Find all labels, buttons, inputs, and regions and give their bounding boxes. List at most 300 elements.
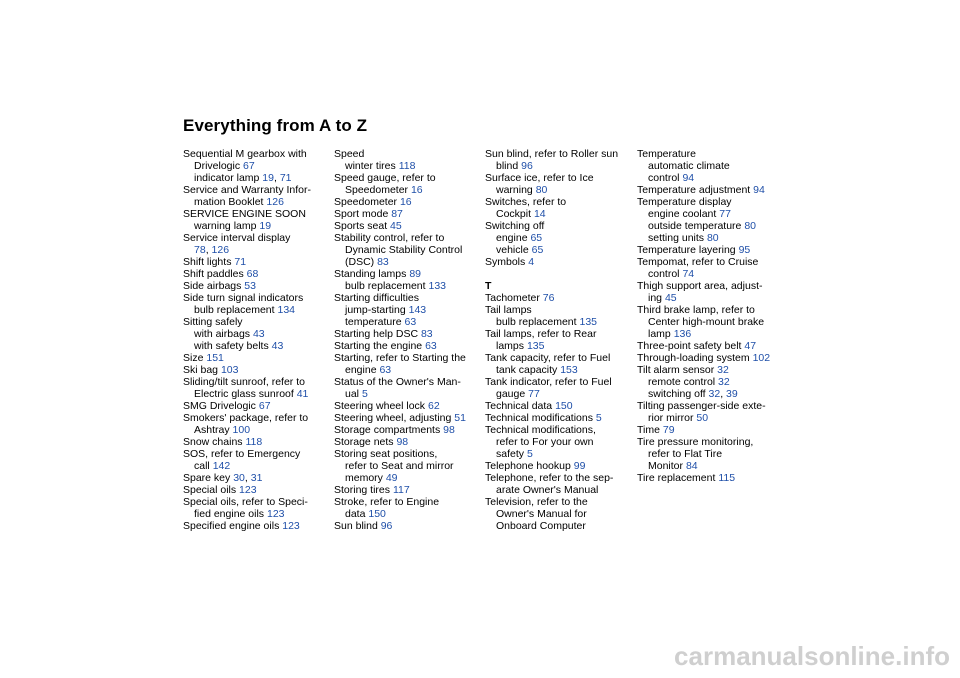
entry-label: Side airbags xyxy=(183,280,242,292)
index-entry xyxy=(637,424,787,436)
page-link[interactable]: 49 xyxy=(385,472,398,484)
page-link[interactable]: 43 xyxy=(271,340,284,352)
entry-label: call xyxy=(194,460,210,472)
index-entry xyxy=(637,364,787,376)
index-entry xyxy=(183,520,333,532)
entry-label: data xyxy=(345,508,366,520)
entry-label: Television, refer to the xyxy=(485,496,588,508)
index-subentry xyxy=(334,184,484,196)
index-entry xyxy=(183,280,333,292)
entry-label: Speed gauge, refer to xyxy=(334,172,436,184)
page-link[interactable]: 39 xyxy=(726,388,738,400)
index-subentry xyxy=(334,280,484,292)
index-subentry xyxy=(485,520,635,532)
entry-label: Specified engine oils xyxy=(183,520,280,532)
index-entry xyxy=(334,400,484,412)
index-subentry xyxy=(334,316,484,328)
entry-label: lamp xyxy=(648,328,671,340)
entry-label: vehicle xyxy=(496,244,529,256)
entry-label: bulb replacement xyxy=(194,304,275,316)
entry-label: Technical data xyxy=(485,400,553,412)
entry-label: Through-loading system xyxy=(637,352,750,364)
page-link[interactable]: 32 xyxy=(718,376,730,388)
entry-label: Speedometer xyxy=(345,184,409,196)
page-link[interactable]: 126 xyxy=(266,196,284,208)
page-link[interactable]: 67 xyxy=(243,160,255,172)
page-title: Everything from A to Z xyxy=(183,116,368,135)
index-entry xyxy=(485,400,635,412)
index-entry xyxy=(485,292,635,304)
entry-label: gauge xyxy=(496,388,526,400)
entry-label: Tank indicator, refer to Fuel xyxy=(485,376,612,388)
index-subentry xyxy=(485,208,635,220)
page-link[interactable]: 47 xyxy=(744,340,757,352)
entry-label: Third brake lamp, refer to xyxy=(637,304,755,316)
index-subentry xyxy=(637,292,787,304)
index-entry xyxy=(334,424,484,436)
entry-label: Switching off xyxy=(485,220,545,232)
entry-label: setting units xyxy=(648,232,705,244)
index-subentry xyxy=(637,160,787,172)
entry-label: blind xyxy=(496,160,519,172)
index-subentry xyxy=(637,460,787,472)
page-link[interactable]: 134 xyxy=(277,304,296,316)
index-subentry xyxy=(485,340,635,352)
entry-label: control xyxy=(648,268,680,280)
page-link[interactable]: 4 xyxy=(528,256,535,268)
entry-label: Temperature layering xyxy=(637,244,736,256)
entry-label: memory xyxy=(345,472,383,484)
page-link[interactable]: 32 xyxy=(717,364,729,376)
page-link[interactable]: 63 xyxy=(425,340,437,352)
entry-label: Time xyxy=(637,424,660,436)
page-link[interactable]: 135 xyxy=(526,340,545,352)
entry-label: with airbags xyxy=(194,328,251,340)
page-link[interactable]: 43 xyxy=(252,328,265,340)
index-entry xyxy=(637,184,787,196)
page-link[interactable]: 123 xyxy=(239,484,257,496)
index-entry xyxy=(334,520,484,532)
entry-label: Storing seat positions, xyxy=(334,448,438,460)
index-subentry xyxy=(485,484,635,496)
page-link[interactable]: 143 xyxy=(408,304,427,316)
index-entry xyxy=(183,184,333,196)
entry-label: control xyxy=(648,172,680,184)
entry-label: outside temperature xyxy=(648,220,742,232)
index-entry xyxy=(637,256,787,268)
index-entry xyxy=(637,400,787,412)
index-entry xyxy=(183,148,333,160)
page-link[interactable]: 135 xyxy=(579,316,598,328)
index-entry xyxy=(183,352,333,364)
index-column-4 xyxy=(637,148,787,484)
index-subentry xyxy=(334,508,484,520)
page-link[interactable]: 32 xyxy=(708,388,721,400)
index-entry xyxy=(334,376,484,388)
entry-label: Technical modifications, xyxy=(485,424,596,436)
entry-label: Status of the Owner's Man- xyxy=(334,376,461,388)
entry-label: Sun blind, refer to Roller sun xyxy=(485,148,619,160)
section-letter xyxy=(485,280,635,292)
index-subentry xyxy=(485,436,635,448)
index-subentry xyxy=(637,448,787,460)
index-subentry xyxy=(485,244,635,256)
index-entry xyxy=(637,472,787,484)
index-entry xyxy=(334,328,484,340)
page-link[interactable]: 5 xyxy=(361,388,368,400)
index-entry xyxy=(485,256,635,268)
page-link[interactable]: 41 xyxy=(296,388,309,400)
entry-label: SERVICE ENGINE SOON xyxy=(183,208,306,220)
entry-label: refer to Flat Tire xyxy=(648,448,723,460)
entry-label: Cockpit xyxy=(496,208,532,220)
entry-label: Temperature adjustment xyxy=(637,184,751,196)
page-link[interactable]: 45 xyxy=(390,220,402,232)
entry-label: Tire pressure monitoring, xyxy=(637,436,754,448)
page-link[interactable]: 94 xyxy=(753,184,765,196)
entry-label: warning xyxy=(496,184,533,196)
entry-label: Shift lights xyxy=(183,256,232,268)
page-link[interactable]: 150 xyxy=(368,508,386,520)
index-subentry xyxy=(183,508,333,520)
entry-label: Special oils, refer to Speci- xyxy=(183,496,308,508)
page-link[interactable]: 14 xyxy=(533,208,546,220)
entry-label: Side turn signal indicators xyxy=(183,292,304,304)
index-subentry xyxy=(334,388,484,400)
index-entry xyxy=(183,208,333,220)
index-subentry xyxy=(485,160,635,172)
index-subentry xyxy=(183,304,333,316)
page-link[interactable]: 117 xyxy=(392,484,410,496)
entry-label: remote control xyxy=(648,376,716,388)
page-link[interactable]: 142 xyxy=(212,460,231,472)
entry-label: Steering wheel lock xyxy=(334,400,426,412)
entry-label: arate Owner's Manual xyxy=(496,484,599,496)
index-entry xyxy=(485,304,635,316)
entry-label: with safety belts xyxy=(194,340,269,352)
index-entry xyxy=(334,232,484,244)
page-link[interactable]: 63 xyxy=(404,316,417,328)
entry-label: fied engine oils xyxy=(194,508,265,520)
index-entry xyxy=(334,268,484,280)
index-entry xyxy=(334,340,484,352)
page-link[interactable]: 123 xyxy=(282,520,300,532)
entry-label: Thigh support area, adjust- xyxy=(637,280,763,292)
index-entry xyxy=(183,268,333,280)
entry-label: winter tires xyxy=(345,160,396,172)
index-subentry xyxy=(183,328,333,340)
index-entry xyxy=(334,148,484,160)
page-link[interactable]: 80 xyxy=(706,232,719,244)
page-link[interactable]: 89 xyxy=(409,268,421,280)
index-subentry xyxy=(485,508,635,520)
index-entry xyxy=(485,148,635,160)
entry-label: Symbols xyxy=(485,256,526,268)
entry-label: Ashtray xyxy=(194,424,230,436)
index-entry xyxy=(637,196,787,208)
page-link[interactable]: 83 xyxy=(377,256,389,268)
page-link[interactable]: 65 xyxy=(531,244,544,256)
page-link[interactable]: 80 xyxy=(744,220,756,232)
index-subentry xyxy=(637,208,787,220)
watermark: carmanualsonline.info xyxy=(674,641,950,671)
index-entry xyxy=(334,448,484,460)
index-entry xyxy=(334,292,484,304)
entry-label: Tachometer xyxy=(485,292,540,304)
index-column-1 xyxy=(183,148,333,532)
page-link[interactable]: 5 xyxy=(595,412,602,424)
index-subentry xyxy=(637,376,787,388)
entry-label: automatic climate xyxy=(648,160,730,172)
page-link[interactable]: 84 xyxy=(685,460,698,472)
index-entry xyxy=(334,172,484,184)
entry-label: Sliding/tilt sunroof, refer to xyxy=(183,376,305,388)
index-entry xyxy=(637,244,787,256)
page-link[interactable]: 80 xyxy=(535,184,548,196)
index-subentry xyxy=(334,244,484,256)
entry-label: Storage compartments xyxy=(334,424,441,436)
entry-label: Sequential M gearbox with xyxy=(183,148,307,160)
entry-label: SOS, refer to Emergency xyxy=(183,448,301,460)
entry-label: warning lamp xyxy=(194,220,257,232)
index-entry xyxy=(637,304,787,316)
page-link[interactable]: 115 xyxy=(718,472,736,484)
page-link[interactable]: 74 xyxy=(682,268,695,280)
page-link[interactable]: 77 xyxy=(719,208,731,220)
index-entry xyxy=(485,472,635,484)
entry-label: jump-starting xyxy=(345,304,406,316)
page-link[interactable]: 87 xyxy=(391,208,403,220)
index-subentry xyxy=(334,460,484,472)
page-link[interactable]: 96 xyxy=(521,160,533,172)
entry-label: Size xyxy=(183,352,204,364)
page-link[interactable]: 16 xyxy=(399,196,412,208)
entry-label: Tire replacement xyxy=(637,472,716,484)
index-subentry xyxy=(334,160,484,172)
entry-label: Sitting safely xyxy=(183,316,243,328)
entry-label: Sports seat xyxy=(334,220,388,232)
page-link[interactable]: 79 xyxy=(662,424,675,436)
entry-label: Dynamic Stability Control xyxy=(345,244,463,256)
entry-label: Center high-mount brake xyxy=(648,316,765,328)
index-subentry xyxy=(637,220,787,232)
index-entry xyxy=(485,196,635,208)
index-entry xyxy=(485,220,635,232)
page-link[interactable]: 65 xyxy=(530,232,543,244)
entry-label: Standing lamps xyxy=(334,268,407,280)
index-subentry xyxy=(637,328,787,340)
entry-label: Tank capacity, refer to Fuel xyxy=(485,352,611,364)
page-link[interactable]: 118 xyxy=(398,160,416,172)
page-link[interactable]: 19 xyxy=(259,220,272,232)
index-subentry xyxy=(334,304,484,316)
index-entry xyxy=(183,400,333,412)
index-subentry xyxy=(637,172,787,184)
index-subentry xyxy=(334,256,484,268)
page-link[interactable]: 153 xyxy=(560,364,578,376)
index-entry xyxy=(485,352,635,364)
index-entry xyxy=(183,496,333,508)
entry-label: Service and Warranty Infor- xyxy=(183,184,311,196)
index-entry xyxy=(334,412,484,424)
page-link[interactable]: 71 xyxy=(234,256,247,268)
index-entry xyxy=(183,436,333,448)
index-entry xyxy=(183,292,333,304)
page-link[interactable]: 77 xyxy=(528,388,540,400)
page-link[interactable]: 45 xyxy=(664,292,677,304)
entry-label: indicator lamp xyxy=(194,172,260,184)
index-subentry xyxy=(485,184,635,196)
entry-label: Tail lamps, refer to Rear xyxy=(485,328,597,340)
page-link[interactable]: 99 xyxy=(573,460,586,472)
index-column-2 xyxy=(334,148,484,532)
page-link[interactable]: 63 xyxy=(379,364,392,376)
entry-label: tank capacity xyxy=(496,364,558,376)
page-link[interactable]: 16 xyxy=(410,184,423,196)
entry-label: engine xyxy=(345,364,377,376)
entry-label: Owner's Manual for xyxy=(496,508,587,520)
entry-label: ual xyxy=(345,388,360,400)
page-link[interactable]: 53 xyxy=(244,280,256,292)
entry-label: refer to Seat and mirror xyxy=(345,460,454,472)
page-link[interactable]: 50 xyxy=(696,412,709,424)
page-link[interactable]: 103 xyxy=(220,364,239,376)
index-subentry xyxy=(637,232,787,244)
index-entry xyxy=(183,376,333,388)
entry-label: safety xyxy=(496,448,525,460)
entry-label: SMG Drivelogic xyxy=(183,400,256,412)
entry-label: Starting the engine xyxy=(334,340,423,352)
entry-label: Storing tires xyxy=(334,484,391,496)
index-entry xyxy=(334,436,484,448)
index-subentry: switching off 32, 39 xyxy=(648,388,738,400)
index-entry xyxy=(485,424,635,436)
index-subentry: indicator lamp 19, 71 xyxy=(194,172,292,184)
page-link[interactable]: 151 xyxy=(206,352,224,364)
index-subentry xyxy=(334,364,484,376)
page-link[interactable]: 31 xyxy=(250,472,263,484)
page-link[interactable]: 136 xyxy=(673,328,692,340)
page-link[interactable]: 5 xyxy=(526,448,533,460)
index-entry xyxy=(334,220,484,232)
page-link[interactable]: 68 xyxy=(246,268,259,280)
entry-label: bulb replacement xyxy=(345,280,426,292)
page-link[interactable]: 83 xyxy=(420,328,433,340)
entry-label: Speed xyxy=(334,148,365,160)
entry-label: Telephone hookup xyxy=(485,460,571,472)
entry-label: Switches, refer to xyxy=(485,196,567,208)
index-entry xyxy=(485,172,635,184)
page-link[interactable]: 76 xyxy=(542,292,555,304)
entry-label: Tempomat, refer to Cruise xyxy=(637,256,759,268)
entry-label: Special oils xyxy=(183,484,237,496)
entry-label: refer to For your own xyxy=(496,436,594,448)
page-link[interactable]: 126 xyxy=(211,244,230,256)
entry-label: Tilt alarm sensor xyxy=(637,364,715,376)
entry-label: Speedometer xyxy=(334,196,398,208)
entry-label: engine xyxy=(496,232,528,244)
page-link[interactable]: 71 xyxy=(279,172,292,184)
page-link[interactable]: 102 xyxy=(752,352,771,364)
page-link[interactable]: 67 xyxy=(258,400,271,412)
entry-label: temperature xyxy=(345,316,402,328)
entry-label: Onboard Computer xyxy=(496,520,586,532)
page-link[interactable]: 19 xyxy=(262,172,274,184)
index-subentry xyxy=(485,388,635,400)
index-subentry xyxy=(485,316,635,328)
index-subentry xyxy=(485,448,635,460)
index-entry xyxy=(485,376,635,388)
entry-label: T xyxy=(485,280,492,292)
entry-label: Tilting passenger-side exte- xyxy=(637,400,766,412)
index-subentry xyxy=(334,472,484,484)
page-link[interactable]: 51 xyxy=(454,412,466,424)
entry-label: Steering wheel, adjusting xyxy=(334,412,452,424)
index-entry xyxy=(183,484,333,496)
entry-label: Shift paddles xyxy=(183,268,244,280)
entry-label: Surface ice, refer to Ice xyxy=(485,172,594,184)
page-link[interactable]: 100 xyxy=(232,424,251,436)
entry-label: Service interval display xyxy=(183,232,291,244)
index-entry xyxy=(485,496,635,508)
entry-label: Starting, refer to Starting the xyxy=(334,352,466,364)
page-link[interactable]: 62 xyxy=(427,400,440,412)
page-link[interactable]: 123 xyxy=(266,508,285,520)
index-entry xyxy=(334,496,484,508)
index-entry: Spare key 30, 31 xyxy=(183,472,263,484)
entry-label: ing xyxy=(648,292,663,304)
entry-label: Monitor xyxy=(648,460,684,472)
index-subentry xyxy=(485,364,635,376)
entry-label: Sun blind xyxy=(334,520,378,532)
index-subentry xyxy=(183,424,333,436)
index-subentry xyxy=(485,232,635,244)
page-link[interactable]: 150 xyxy=(555,400,573,412)
index-entry xyxy=(485,460,635,472)
page-link[interactable]: 95 xyxy=(738,244,751,256)
page-link[interactable]: 94 xyxy=(682,172,695,184)
page-link[interactable]: 96 xyxy=(380,520,393,532)
entry-label: bulb replacement xyxy=(496,316,577,328)
page-link[interactable]: 133 xyxy=(428,280,447,292)
entry-label: Stroke, refer to Engine xyxy=(334,496,440,508)
page-link[interactable]: 118 xyxy=(245,436,263,448)
page-link[interactable]: 98 xyxy=(443,424,455,436)
index-entry xyxy=(183,412,333,424)
entry-label: Starting difficulties xyxy=(334,292,420,304)
index-entry xyxy=(183,364,333,376)
page-link[interactable]: 98 xyxy=(396,436,409,448)
page-link[interactable]: 30 xyxy=(233,472,245,484)
index-entry xyxy=(183,448,333,460)
index-entry xyxy=(637,340,787,352)
index-subentry xyxy=(183,160,333,172)
entry-label: rior mirror xyxy=(648,412,694,424)
index-column-3 xyxy=(485,148,635,532)
index-entry xyxy=(334,484,484,496)
entry-label: Sport mode xyxy=(334,208,389,220)
entry-label: Temperature display xyxy=(637,196,732,208)
index-entry xyxy=(183,232,333,244)
index-subentry xyxy=(637,268,787,280)
index-entry xyxy=(334,208,484,220)
index-subentry xyxy=(183,460,333,472)
entry-label: Storage nets xyxy=(334,436,394,448)
page-link[interactable]: 78 xyxy=(194,244,206,256)
index-entry xyxy=(183,256,333,268)
entry-label: Three-point safety belt xyxy=(637,340,742,352)
entry-label: switching off xyxy=(648,388,706,400)
